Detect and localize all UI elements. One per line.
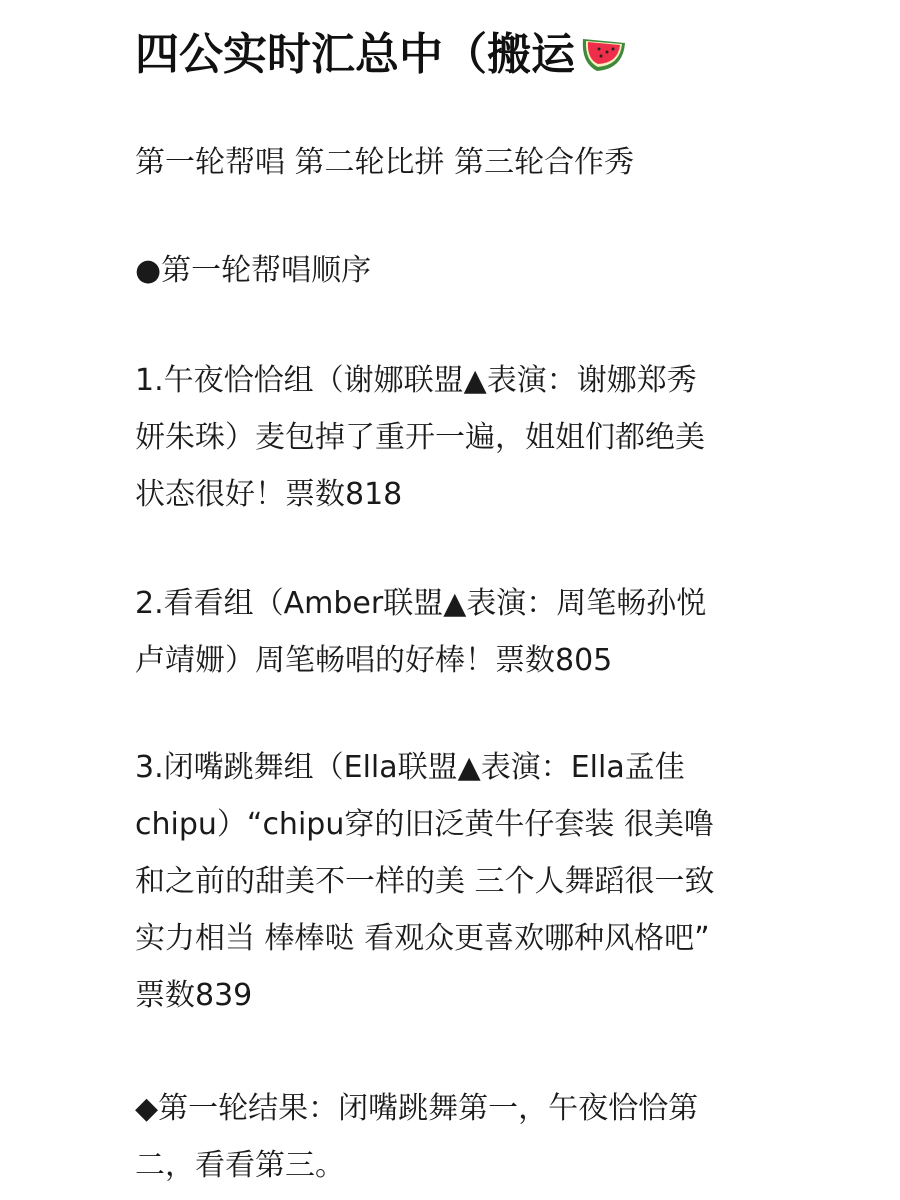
title-text: 四公实时汇总中（搬运 xyxy=(135,29,575,80)
list-item xyxy=(135,352,705,523)
list-item xyxy=(135,575,706,689)
item-line: 1.午夜恰恰组（谢娜联盟▲表演：谢娜郑秀 xyxy=(135,363,697,398)
item-line: chipu）“chipu穿的旧泛黄牛仔套装 很美噜 xyxy=(135,807,714,842)
item-line: 实力相当 棒棒哒 看观众更喜欢哪种风格吧” xyxy=(135,921,710,956)
round-result xyxy=(135,1080,698,1194)
subtitle: 第一轮帮唱 第二轮比拼 第三轮合作秀 xyxy=(135,145,635,180)
item-line: 票数839 xyxy=(135,978,253,1013)
result-line: ◆第一轮结果：闭嘴跳舞第一，午夜恰恰第 xyxy=(135,1091,699,1126)
list-item xyxy=(135,739,715,1024)
item-line: 卢靖姗）周笔畅唱的好棒！票数805 xyxy=(135,643,613,678)
section-heading: ●第一轮帮唱顺序 xyxy=(135,253,372,288)
item-line: 2.看看组（Amber联盟▲表演：周笔畅孙悦 xyxy=(135,586,707,621)
item-line: 和之前的甜美不一样的美 三个人舞蹈很一致 xyxy=(135,864,715,899)
page-title xyxy=(135,22,629,88)
item-line: 妍朱珠）麦包掉了重开一遍，姐姐们都绝美 xyxy=(135,420,705,455)
watermelon-icon xyxy=(577,33,629,73)
result-line: 二，看看第三。 xyxy=(135,1148,345,1183)
item-line: 3.闭嘴跳舞组（Ella联盟▲表演：Ella孟佳 xyxy=(135,750,685,785)
item-line: 状态很好！票数818 xyxy=(135,477,403,512)
